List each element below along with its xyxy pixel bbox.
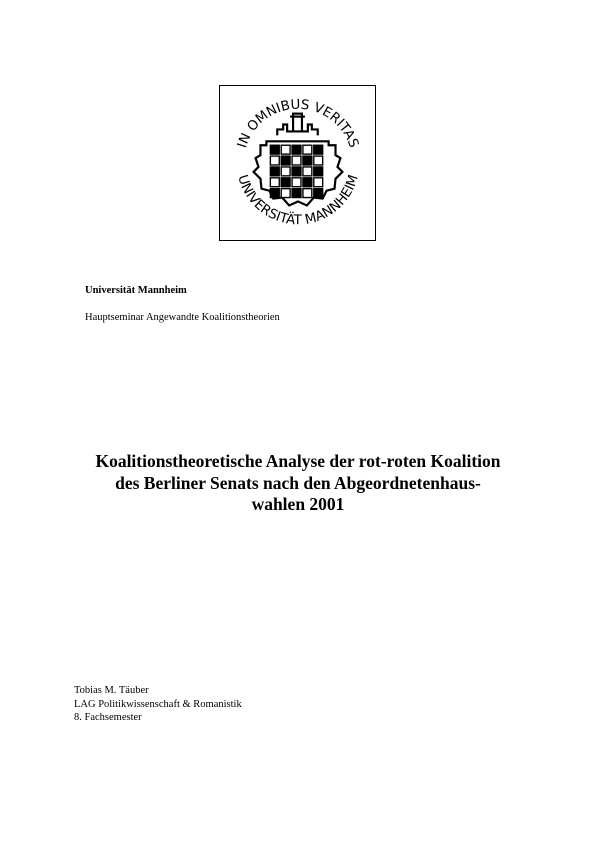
seal-grid-cell [281,145,290,154]
author-block [74,684,242,725]
author-name: Tobias M. Täuber [74,685,149,696]
seal-grid-cell [281,189,290,198]
title-line: wahlen 2001 [251,494,345,514]
seal-grid-cell [292,156,301,165]
seal-grid-cell [281,178,290,187]
seminar-name: Hauptseminar Angewandte Koalitionstheorien [85,312,280,323]
seal-grid-cell [292,189,301,198]
title-line: des Berliner Senats nach den Abgeordnetenhaus- [115,472,481,493]
university-seal [219,85,376,241]
seal-grid-cell [270,156,279,165]
seal-grid-cell [270,145,279,154]
title-line: Koalitionstheoretische Analyse der rot-roten Koalition [95,451,501,471]
seal-checkerboard [270,145,322,197]
seal-motto: IN OMNIBUS VERITAS [235,97,361,150]
seal-grid-cell [292,178,301,187]
thesis-title [60,451,536,516]
seal-grid-cell [303,156,312,165]
seal-grid-cell [270,167,279,176]
seal-university-name: UNIVERSITÄT MANNHEIM [234,173,362,229]
seal-grid-cell [314,178,323,187]
author-semester: 8. Fachsemester [74,712,142,723]
seal-grid-cell [270,178,279,187]
seal-grid-cell [303,167,312,176]
seal-grid-cell [314,145,323,154]
university-name: Universität Mannheim [85,285,187,296]
seal-grid-cell [292,167,301,176]
seal-grid-cell [314,167,323,176]
seal-grid-cell [292,145,301,154]
seal-grid-cell [303,189,312,198]
seal-grid-cell [314,156,323,165]
author-program: LAG Politikwissenschaft & Romanistik [74,698,242,710]
seal-grid-cell [281,167,290,176]
seal-emblem-icon [220,86,375,240]
seal-grid-cell [270,189,279,198]
seal-grid-cell [314,189,323,198]
seal-grid-cell [303,145,312,154]
seal-grid-cell [303,178,312,187]
seal-grid-cell [281,156,290,165]
